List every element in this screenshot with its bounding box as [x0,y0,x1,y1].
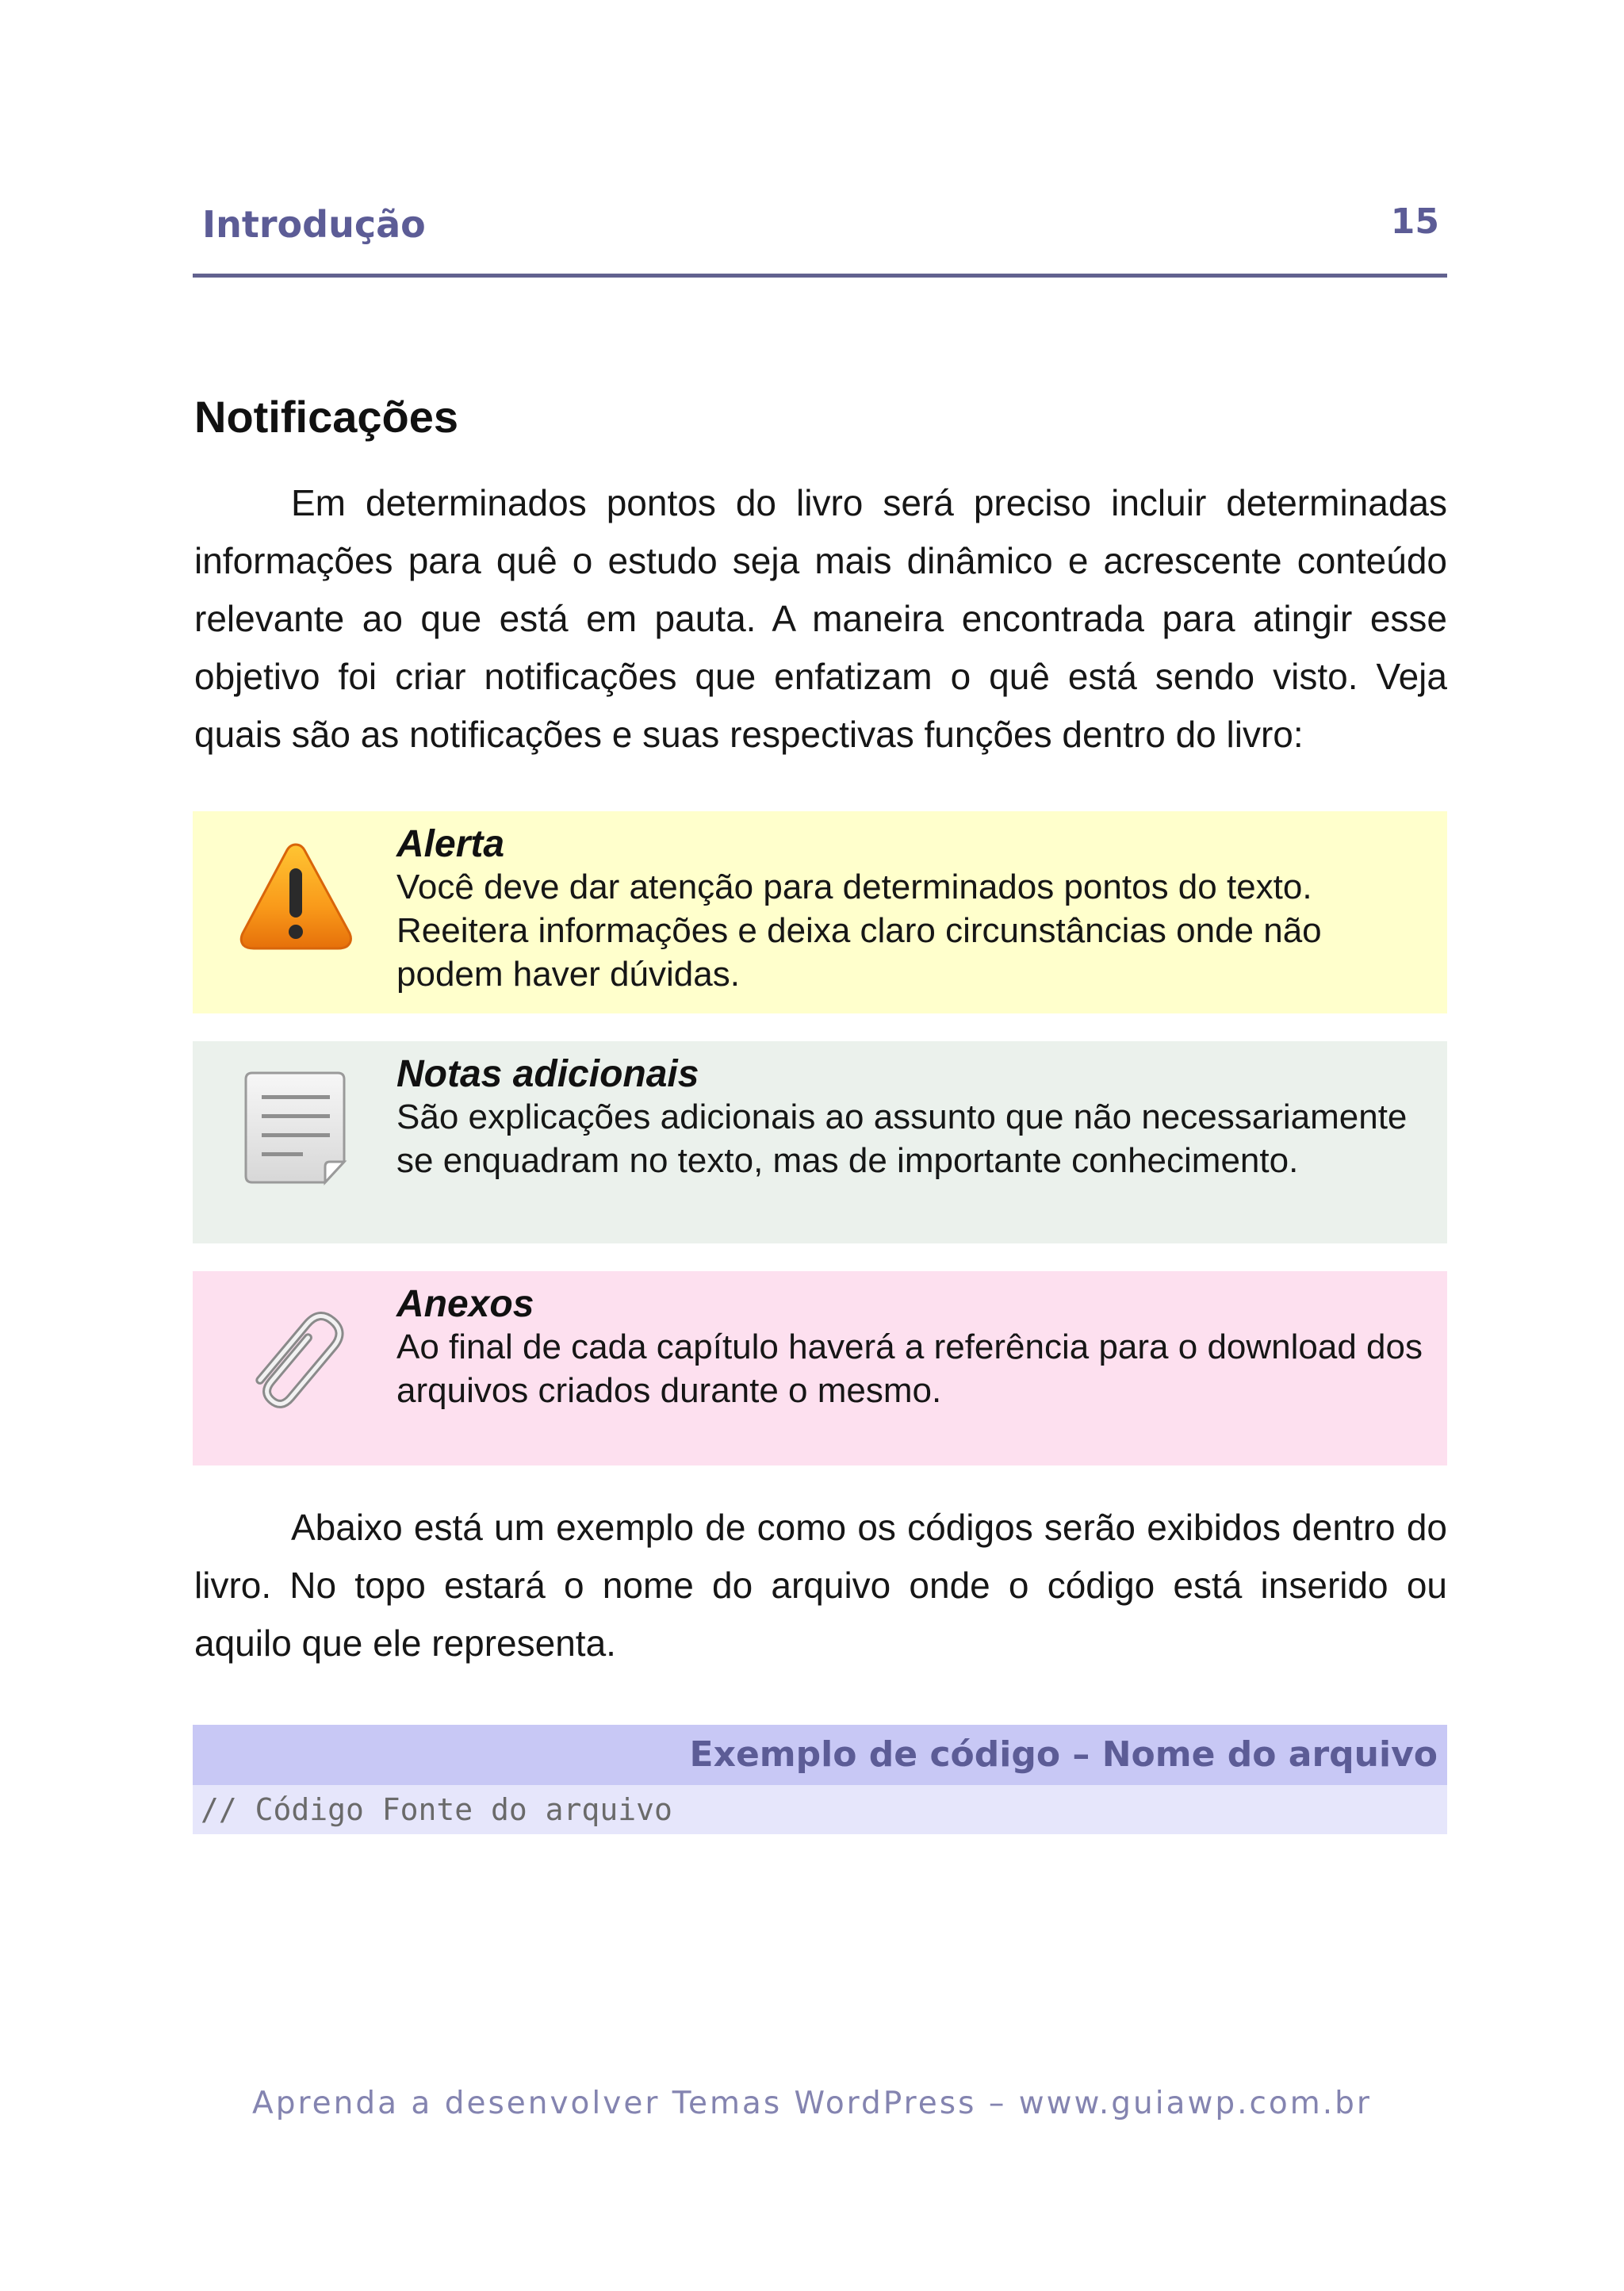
annex-content [396,1284,1435,1412]
notes-content [396,1054,1435,1182]
warning-icon [236,835,355,962]
code-example-block [193,1725,1447,1834]
annex-text: Ao final de cada capítulo haverá a referência para o download dos arquivos criados durante o mesmo. [396,1327,1423,1410]
alert-content [396,824,1435,996]
alert-title: Alerta [396,823,505,865]
header-section-title: Introdução [202,203,426,246]
page-footer: Aprenda a desenvolver Temas WordPress – www.guiawp.com.br [252,2086,1372,2121]
intro-paragraph: Em determinados pontos do livro será preciso incluir determinadas informações para quê o estudo seja mais dinâmico e acrescente conteúdo relevante ao que está em pauta. A maneira encontrada para atingir esse objetivo foi criar notificações que enfatizam o quê está sendo visto. Veja quais são as notificações e suas respectivas funções dentro do livro: [194,482,1447,755]
section-title: Notificações [194,392,458,442]
page-number: 15 [1390,201,1439,242]
notes-text: São explicações adicionais ao assunto que não necessariamente se enquadram no texto, mas de importante conhecimento. [396,1098,1408,1180]
code-example-header: Exemplo de código – Nome do arquivo [193,1725,1447,1785]
alert-text: Você deve dar atenção para determinados pontos do texto. Reeitera informações e deixa claro circunstâncias onde não podem haver dúvidas. [396,868,1322,994]
annex-title: Anexos [396,1283,534,1325]
alert-notification [193,811,1447,1013]
notes-title: Notas adicionais [396,1053,699,1095]
notes-notification [193,1041,1447,1243]
paperclip-icon [236,1295,355,1422]
annex-notification [193,1271,1447,1465]
code-example-line: // Código Fonte do arquivo [201,1792,672,1827]
code-paragraph: Abaixo está um exemplo de como os códigos serão exibidos dentro do livro. No topo estará o nome do arquivo onde o código está inserido ou aquilo que ele representa. [194,1507,1447,1664]
document-icon [236,1065,355,1192]
page-header [193,198,1447,278]
